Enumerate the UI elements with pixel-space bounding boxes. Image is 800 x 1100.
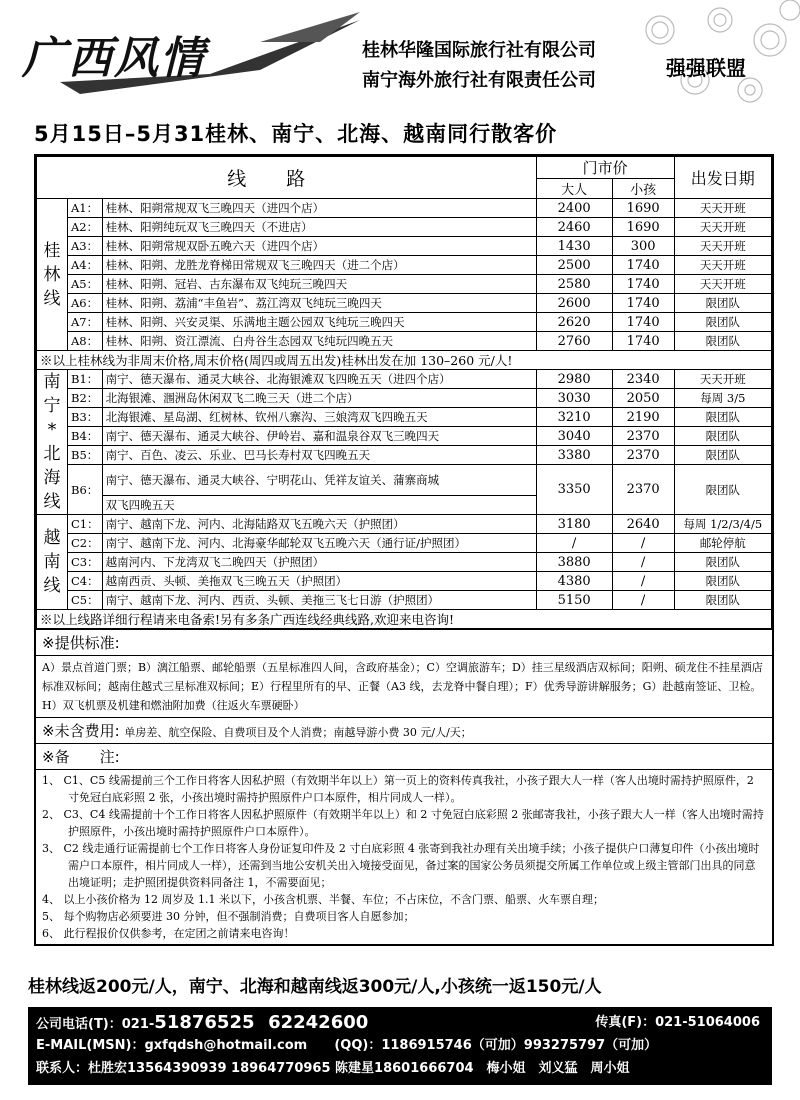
route-row	[37, 275, 772, 294]
rebate-text: 桂林线返200元/人，南宁、北海和越南线返300元/人,小孩统一返150元/人	[28, 977, 602, 997]
adult-price: 2500	[536, 256, 612, 275]
child-price: 2050	[612, 389, 674, 408]
route-row	[37, 591, 772, 610]
fax-number[interactable]: 传真(F)：021-51064006	[595, 1015, 760, 1030]
route-description: 南宁、德天瀑布、通灵大峡谷、北海银滩双飞四晚五天（进四个店）	[102, 370, 536, 389]
route-code: C4：	[68, 572, 103, 591]
route-description: 越南西贡、头顿、美拖双飞三晚五天（护照团）	[102, 572, 536, 591]
email-link[interactable]: gxfqdsh@hotmail.com	[144, 1038, 308, 1053]
excluded-text: 单房差、航空保险、自费项目及个人消费；南越导游小费 30 元/人/天；	[124, 726, 472, 739]
child-price: 1740	[612, 313, 674, 332]
route-row	[37, 446, 772, 465]
child-price: /	[612, 553, 674, 572]
child-price: 1740	[612, 294, 674, 313]
adult-price: 3040	[536, 427, 612, 446]
child-price: 2370	[612, 427, 674, 446]
route-code: A4：	[68, 256, 103, 275]
child-price: /	[612, 591, 674, 610]
departure-schedule: 邮轮停航	[674, 534, 771, 553]
route-row	[37, 465, 772, 496]
route-group-char: 海	[43, 468, 61, 488]
route-row	[37, 534, 772, 553]
route-code: C5：	[68, 591, 103, 610]
route-description: 北海银滩、星岛湖、红树林、钦州八寨沟、三娘湾双飞四晚五天	[102, 408, 536, 427]
adult-price: 2600	[536, 294, 612, 313]
route-row	[37, 553, 772, 572]
route-code: A8：	[68, 332, 103, 351]
departure-schedule: 限团队	[674, 408, 771, 427]
remark-item: 6、 此行程报价仅供参考，在定团之前请来电咨询！	[42, 927, 295, 940]
route-description: 桂林、阳朔常规双飞三晚四天（进四个店）	[102, 199, 536, 218]
departure-schedule: 限团队	[674, 427, 771, 446]
route-group-char: 桂	[43, 240, 61, 261]
route-code: C3：	[68, 553, 103, 572]
adult-price: 3380	[536, 446, 612, 465]
route-code: B1：	[68, 370, 103, 389]
header-route: 线路	[37, 157, 537, 199]
route-code: B3：	[68, 408, 103, 427]
excluded-heading: ※未含费用:	[42, 722, 120, 740]
alliance-text: 强强联盟	[666, 56, 746, 80]
route-row	[37, 427, 772, 446]
table-note-row	[37, 610, 772, 629]
child-price: /	[612, 572, 674, 591]
adult-price: /	[536, 534, 612, 553]
adult-price: 3210	[536, 408, 612, 427]
company-name-1: 桂林华隆国际旅行社有限公司	[362, 40, 596, 61]
adult-price: 2620	[536, 313, 612, 332]
table-note: ※以上线路详细行程请来电备索!另有多条广西连线经典线路,欢迎来电咨询!	[37, 610, 772, 629]
route-description-continued: 双飞四晚五天	[102, 496, 536, 515]
remark-item: 1、 C1、C5 线需提前三个工作日将客人因私护照（有效期半年以上）第一页上的资料传真我社，小孩子跟大人一样（客人出境时需持护照原件，2 寸免冠白底彩照 2 张，小孩出境时需持护照原件户口本原件，相片同成人一样）。	[42, 774, 754, 804]
contacts-list: 联系人：杜胜宏13564390939 18964770965 陈建星18601666704 梅小姐 刘义猛 周小姐	[36, 1061, 630, 1076]
route-group-char: 南	[43, 372, 61, 392]
adult-price: 3350	[536, 465, 612, 515]
departure-schedule: 天天开班	[674, 370, 771, 389]
child-price: 2340	[612, 370, 674, 389]
child-price: 1740	[612, 256, 674, 275]
route-code: A6：	[68, 294, 103, 313]
departure-schedule: 限团队	[674, 572, 771, 591]
remark-item: 3、 C2 线走通行证需提前七个工作日将客人身份证复印件及 2 寸白底彩照 4 张寄到我社办理有关出境手续；小孩子提供户口薄复印件（小孩出境时需户口本原件，相片同成人一样），还需到当地公安机关出入境接受面见，备过案的国家公务员须提交所属工作单位或上级主管部门出具的同意出境证明；走护照团提供资料同备注 1，不需要面见；	[42, 842, 760, 889]
adult-price: 2460	[536, 218, 612, 237]
phone-label: 公司电话(T)：021-	[36, 1017, 155, 1032]
child-price: 1690	[612, 199, 674, 218]
route-row	[37, 389, 772, 408]
route-row	[37, 294, 772, 313]
route-row	[37, 256, 772, 275]
route-code: B5：	[68, 446, 103, 465]
content-frame	[34, 154, 774, 946]
route-code: B4：	[68, 427, 103, 446]
table-note: ※以上桂林线为非周末价格,周末价格(周四或周五出发)桂林出发在加 130–260 元/人!	[37, 351, 772, 370]
child-price: 1740	[612, 332, 674, 351]
adult-price: 1430	[536, 237, 612, 256]
excluded-section	[36, 717, 772, 743]
route-group-char: 线	[43, 576, 61, 596]
route-group-char: 越	[43, 528, 61, 548]
child-price: 2370	[612, 465, 674, 515]
header-departure: 出发日期	[674, 157, 771, 199]
route-row	[37, 332, 772, 351]
company-name-2: 南宁海外旅行社有限责任公司	[362, 70, 596, 91]
adult-price: 5150	[536, 591, 612, 610]
route-description: 南宁、德天瀑布、通灵大峡谷、伊岭岩、嘉和温泉谷双飞三晚四天	[102, 427, 536, 446]
route-description: 南宁、百色、凌云、乐业、巴马长寿村双飞四晚五天	[102, 446, 536, 465]
phone-1[interactable]: 51876525	[154, 1012, 255, 1033]
departure-schedule: 每周 1/2/3/4/5	[674, 515, 771, 534]
adult-price: 3180	[536, 515, 612, 534]
departure-schedule: 天天开班	[674, 199, 771, 218]
departure-schedule: 限团队	[674, 294, 771, 313]
route-description: 桂林、阳朔、龙胜龙脊梯田常规双飞三晚四天（进二个店）	[102, 256, 536, 275]
route-code: C1：	[68, 515, 103, 534]
header-adult: 大人	[536, 179, 612, 199]
route-description: 桂林、阳朔常规双卧五晚六天（进四个店）	[102, 237, 536, 256]
route-description: 桂林、阳朔、冠岩、古东瀑布双飞纯玩三晚四天	[102, 275, 536, 294]
route-code: B2：	[68, 389, 103, 408]
provide-heading: ※提供标准:	[36, 629, 772, 655]
route-row	[37, 199, 772, 218]
departure-schedule: 天天开班	[674, 275, 771, 294]
child-price: 2370	[612, 446, 674, 465]
contact-footer	[28, 1007, 772, 1085]
departure-schedule: 每周 3/5	[674, 389, 771, 408]
table-note-row	[37, 351, 772, 370]
route-description: 南宁、越南下龙、河内、北海豪华邮轮双飞五晚六天（通行证/护照团）	[102, 534, 536, 553]
route-row	[37, 572, 772, 591]
adult-price: 2400	[536, 199, 612, 218]
route-row	[37, 515, 772, 534]
route-group-label	[37, 515, 68, 610]
route-code: A3：	[68, 237, 103, 256]
departure-schedule: 限团队	[674, 553, 771, 572]
departure-schedule: 限团队	[674, 465, 771, 515]
route-group-char: *	[47, 420, 57, 440]
child-price: 1690	[612, 218, 674, 237]
route-code: A5：	[68, 275, 103, 294]
adult-price: 3030	[536, 389, 612, 408]
route-description: 南宁、德天瀑布、通灵大峡谷、宁明花山、凭祥友谊关、蒲寨商城	[102, 465, 536, 496]
adult-price: 2580	[536, 275, 612, 294]
route-code: A2：	[68, 218, 103, 237]
route-group-char: 南	[43, 552, 61, 572]
adult-price: 2980	[536, 370, 612, 389]
child-price: 1740	[612, 275, 674, 294]
route-code: C2：	[68, 534, 103, 553]
route-row	[37, 408, 772, 427]
adult-price: 2760	[536, 332, 612, 351]
departure-schedule: 限团队	[674, 313, 771, 332]
email-label: E-MAIL(MSN)：	[36, 1038, 145, 1053]
adult-price: 4380	[536, 572, 612, 591]
route-group-char: 林	[43, 264, 61, 285]
route-description: 北海银滩、涠洲岛休闲双飞二晚三天（进二个店）	[102, 389, 536, 408]
departure-schedule: 天天开班	[674, 218, 771, 237]
provide-text: A）景点首道门票；B）漓江船票、邮轮船票（五星标准四人间，含政府基金）；C）空调旅游车；D）挂三星级酒店双标间；阳朔、硕龙住不挂星酒店标准双标间；越南住越式三星标准双标间；E）行程里所有的早、正餐（A3 线，去龙脊中餐自理）；F）优秀导游讲解服务；G）赴越南签证、卫检。H）双飞机票及机建和燃油附加费（往返火车票硬卧）	[36, 655, 772, 717]
route-code: A1：	[68, 199, 103, 218]
route-row	[37, 370, 772, 389]
departure-schedule: 天天开班	[674, 237, 771, 256]
remark-item: 4、 以上小孩价格为 12 周岁及 1.1 米以下，小孩含机票、半餐、车位；不占床位，不含门票、船票、火车票自理；	[42, 893, 604, 906]
remarks-heading: ※备 注:	[36, 743, 772, 769]
header	[0, 0, 800, 110]
logo-text: 广西风情	[22, 33, 206, 84]
departure-schedule: 天天开班	[674, 256, 771, 275]
child-price: 2190	[612, 408, 674, 427]
route-row	[37, 313, 772, 332]
route-description: 桂林、阳朔纯玩双飞三晚四天（不进店）	[102, 218, 536, 237]
remarks-list	[36, 769, 772, 944]
route-row	[37, 218, 772, 237]
remark-item: 2、 C3、C4 线需提前十个工作日将客人因私护照原件（有效期半年以上）和 2 寸免冠白底彩照 2 张邮寄我社，小孩子跟大人一样（客人出境时需持护照原件，小孩出境时需持护照原件户口本原件）。	[42, 808, 764, 838]
route-group-char: 线	[43, 288, 61, 309]
header-price: 门市价	[536, 157, 674, 179]
route-price-table	[36, 156, 772, 629]
departure-schedule: 限团队	[674, 446, 771, 465]
remark-item: 5、 每个购物店必须要进 30 分钟，但不强制消费；自费项目客人自愿参加；	[42, 910, 415, 923]
route-group-char: 宁	[43, 396, 61, 416]
phone-2[interactable]: 62242600	[268, 1012, 369, 1033]
adult-price: 3880	[536, 553, 612, 572]
route-description: 南宁、越南下龙、河内、北海陆路双飞五晚六天（护照团）	[102, 515, 536, 534]
route-description: 桂林、阳朔、资江漂流、白舟谷生态园双飞纯玩四晚五天	[102, 332, 536, 351]
route-description: 南宁、越南下龙、河内、西贡、头顿、美拖三飞七日游（护照团）	[102, 591, 536, 610]
route-group-label	[37, 370, 68, 515]
page-title: 5月15日–5月31桂林、南宁、北海、越南同行散客价	[34, 122, 558, 146]
route-group-char: 北	[43, 444, 61, 464]
route-description: 越南河内、下龙湾双飞二晚四天（护照团）	[102, 553, 536, 572]
child-price: 2640	[612, 515, 674, 534]
route-code: A7：	[68, 313, 103, 332]
route-group-char: 线	[43, 492, 61, 512]
route-code: B6：	[68, 465, 103, 515]
header-child: 小孩	[612, 179, 674, 199]
route-description: 桂林、阳朔、荔浦“丰鱼岩”、荔江湾双飞纯玩三晚四天	[102, 294, 536, 313]
qq-numbers[interactable]: (QQ)：1186915746（可加）993275797（可加）	[334, 1038, 658, 1053]
departure-schedule: 限团队	[674, 591, 771, 610]
route-description: 桂林、阳朔、兴安灵渠、乐满地主题公园双飞纯玩三晚四天	[102, 313, 536, 332]
departure-schedule: 限团队	[674, 332, 771, 351]
route-group-label	[37, 199, 68, 351]
route-row	[37, 237, 772, 256]
child-price: 300	[612, 237, 674, 256]
child-price: /	[612, 534, 674, 553]
